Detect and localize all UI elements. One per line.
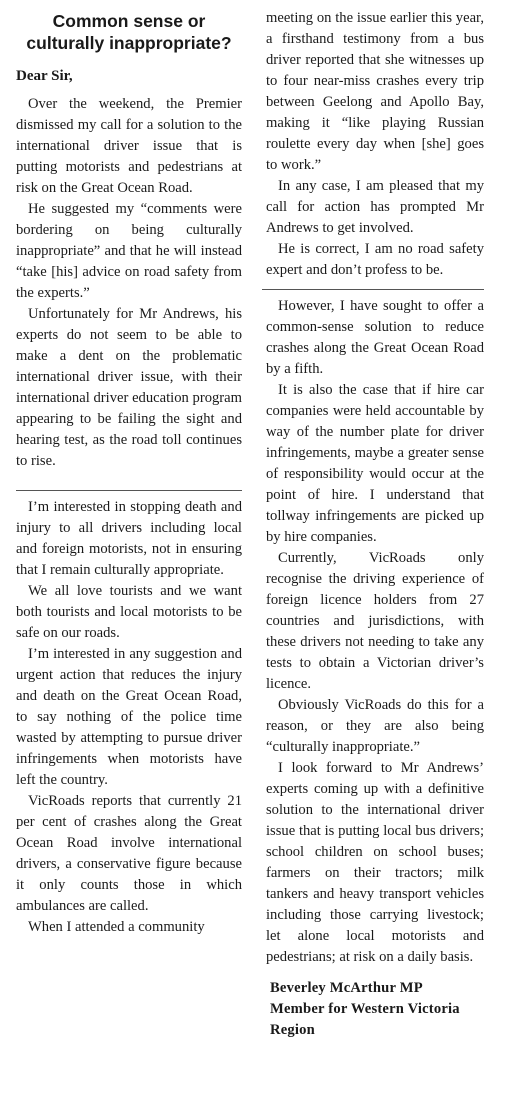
paragraph: Currently, VicRoads only recognise the driving experience of foreign licence holders from 27 countries and jurisdictions, with these drivers not needing to take any tests to obtain a Victorian driver’s licence. — [266, 550, 484, 692]
paragraph: He is correct, I am no road safety expert and don’t profess to be. — [266, 241, 484, 278]
paragraph: meeting on the issue earlier this year, a firsthand testimony from a bus driver reported that she witnesses up to four near-miss crashes every trip between Geelong and Apollo Bay, making it “like playing Russian roulette every day when [she] goes to work.” — [266, 10, 484, 173]
section-divider — [262, 289, 484, 290]
right-column — [266, 0, 484, 1041]
salutation: Dear Sir, — [16, 68, 73, 84]
headline: Common sense or culturally inappropriate? — [26, 11, 232, 53]
signature-block — [270, 978, 484, 1041]
paragraph: VicRoads reports that currently 21 per cent of crashes along the Great Ocean Road involve international drivers, a conservative figure because it only counts those in which ambulances are called. — [16, 793, 242, 914]
paragraph: Over the weekend, the Premier dismissed my call for a solution to the international driver issue that is putting motorists and pedestrians at risk on the Great Ocean Road. — [16, 96, 242, 196]
signature-title: Member for Western Victoria Region — [270, 1001, 460, 1038]
paragraph: Unfortunately for Mr Andrews, his experts do not seem to be able to make a dent on the problematic international driver issue, with their international driver education program appearing to be failing the sight and hearing test, as the road toll continues to rise. — [16, 306, 242, 469]
paragraph: I look forward to Mr Andrews’ experts coming up with a definitive solution to the international driver issue that is putting local bus drivers; school children on school buses; farmers on their tractors; milk tankers and heavy transport vehicles including those carrying livestock; let alone local motorists and pedestrians; at risk on a daily basis. — [266, 760, 484, 965]
paragraph: It is also the case that if hire car companies were held accountable by way of the number plate for driver infringements, maybe a greater sense of responsibility would occur at the point of hire. I understand that tollway infringements are picked up by hire companies. — [266, 382, 484, 545]
paragraph: I’m interested in stopping death and injury to all drivers including local and foreign motorists, not in ensuring that I remain culturally appropriate. — [16, 499, 242, 578]
section-divider — [16, 490, 242, 491]
paragraph: However, I have sought to offer a common-sense solution to reduce crashes along the Great Ocean Road by a fifth. — [266, 298, 484, 377]
paragraph: Obviously VicRoads do this for a reason, or they are also being “culturally inappropriate.” — [266, 697, 484, 755]
signature-name: Beverley McArthur MP — [270, 980, 423, 996]
paragraph: We all love tourists and we want both tourists and local motorists to be safe on our roads. — [16, 583, 242, 641]
paragraph: I’m interested in any suggestion and urgent action that reduces the injury and death on the Great Ocean Road, to say nothing of the police time wasted by attempting to pursue driver infringements when motorists have left the country. — [16, 646, 242, 788]
paragraph: He suggested my “comments were bordering on being culturally inappropriate” and that he will instead “take [his] advice on road safety from the experts.” — [16, 201, 242, 301]
paragraph: When I attended a community — [28, 919, 205, 935]
paragraph: In any case, I am pleased that my call for action has prompted Mr Andrews to get involved. — [266, 178, 484, 236]
left-column — [16, 0, 242, 938]
